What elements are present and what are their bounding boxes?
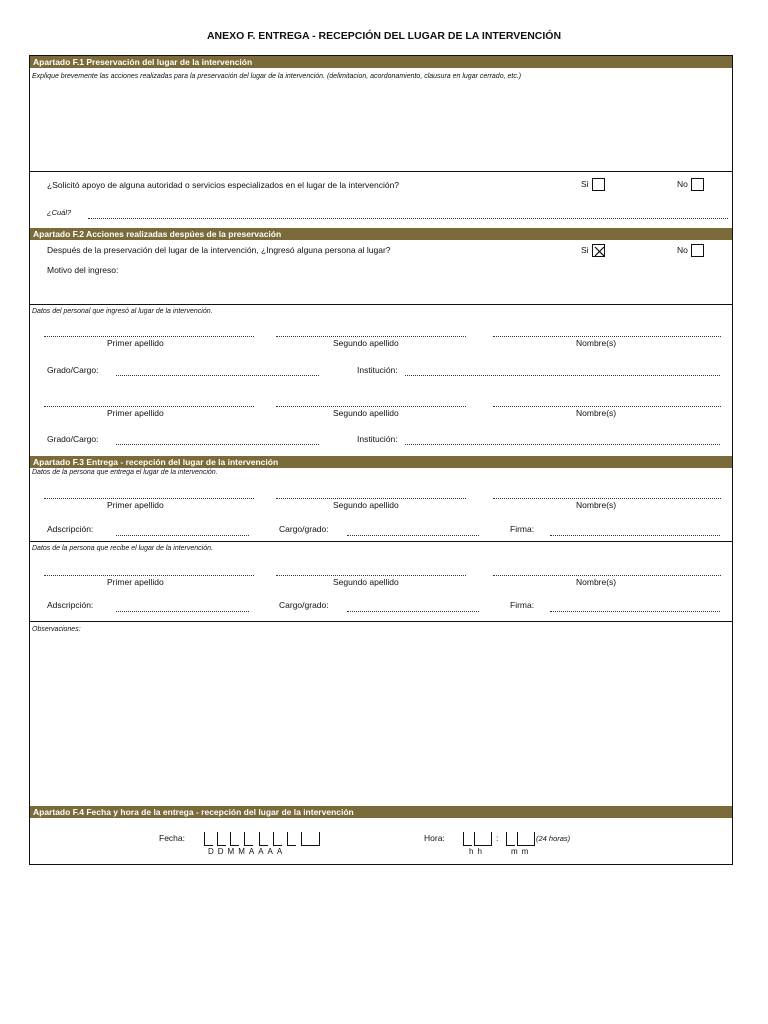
f3-recibe-note: Datos de la persona que recibe el lugar de la intervención. <box>32 545 213 552</box>
firma-line[interactable] <box>550 535 720 536</box>
firma-label: Firma: <box>510 524 535 534</box>
segundo-apellido-line[interactable] <box>276 406 466 407</box>
adscripcion-line[interactable] <box>116 611 249 612</box>
hora-label: Hora: <box>424 833 445 843</box>
cargo-grado-line[interactable] <box>347 611 479 612</box>
check-x-icon <box>593 245 606 258</box>
date-box-a1[interactable] <box>259 832 268 846</box>
f1-which-label: ¿Cuál? <box>47 208 72 217</box>
cargo-grado-label: Cargo/grado: <box>279 524 329 534</box>
primer-apellido-label: Primer apellido <box>107 338 164 348</box>
divider <box>30 171 732 172</box>
hora-separator: : <box>496 833 499 843</box>
page-title: ANEXO F. ENTREGA - RECEPCIÓN DEL LUGAR DE LA INTERVENCIÓN <box>206 30 562 42</box>
hora-format-m: mm <box>511 847 533 856</box>
section-f4-header: Apartado F.4 Fecha y hora de la entrega - recepción del lugar de la intervención <box>30 806 732 818</box>
f1-no-label: No <box>677 179 688 189</box>
segundo-apellido-label: Segundo apellido <box>333 500 399 510</box>
fecha-format: DDMMAAAA <box>208 847 287 856</box>
minute-box-m2[interactable] <box>517 832 535 846</box>
cargo-grado-label: Cargo/grado: <box>279 600 329 610</box>
hora-format-h: hh <box>469 847 486 856</box>
date-box-a3[interactable] <box>287 832 296 846</box>
institucion-line[interactable] <box>405 375 720 376</box>
f2-motivo-label: Motivo del ingreso: <box>47 265 119 275</box>
institucion-label: Institución: <box>357 434 398 444</box>
observaciones-area[interactable] <box>32 638 730 802</box>
f3-entrega-note: Datos de la persona que entrega el lugar de la intervención. <box>32 469 218 476</box>
f2-yes-label: Si <box>581 245 589 255</box>
date-box-m1[interactable] <box>230 832 239 846</box>
segundo-apellido-line[interactable] <box>276 498 466 499</box>
f1-description-area[interactable] <box>32 84 730 170</box>
grado-cargo-line[interactable] <box>116 444 319 445</box>
form-annex-f <box>29 55 733 865</box>
f2-no-checkbox[interactable] <box>691 244 704 257</box>
adscripcion-line[interactable] <box>116 535 249 536</box>
f1-no-checkbox[interactable] <box>691 178 704 191</box>
grado-cargo-label: Grado/Cargo: <box>47 365 99 375</box>
f1-instructions: Explique brevemente las acciones realizadas para la preservación del lugar de la intervención. (delimitacion, acordonamiento, clausura en lugar cerrado, etc.) <box>32 73 522 80</box>
f2-personal-note: Datos del personal que ingresó al lugar de la intervención. <box>32 308 213 315</box>
minute-box-m1[interactable] <box>506 832 515 846</box>
segundo-apellido-line[interactable] <box>276 575 466 576</box>
nombres-line[interactable] <box>493 336 721 337</box>
segundo-apellido-label: Segundo apellido <box>333 577 399 587</box>
hora-note: (24 horas) <box>536 834 571 843</box>
observaciones-label: Observaciones: <box>32 626 81 633</box>
fecha-label: Fecha: <box>159 833 185 843</box>
hour-box-h1[interactable] <box>463 832 472 846</box>
date-box-d2[interactable] <box>217 832 226 846</box>
section-f3-header: Apartado F.3 Entrega - recepción del lugar de la intervención <box>30 456 732 468</box>
date-box-d1[interactable] <box>204 832 213 846</box>
date-box-m2[interactable] <box>244 832 253 846</box>
nombres-line[interactable] <box>493 406 721 407</box>
section-f1-header: Apartado F.1 Preservación del lugar de la intervención <box>30 56 732 68</box>
primer-apellido-line[interactable] <box>44 406 254 407</box>
adscripcion-label: Adscripción: <box>47 524 94 534</box>
primer-apellido-label: Primer apellido <box>107 408 164 418</box>
divider <box>30 541 732 542</box>
f2-question: Después de la preservación del lugar de la intervención, ¿Ingresó alguna persona al lugar? <box>47 245 391 255</box>
date-box-a4[interactable] <box>301 832 320 846</box>
section-f2-header: Apartado F.2 Acciones realizadas despúes de la preservación <box>30 228 732 240</box>
divider <box>30 621 732 622</box>
firma-line[interactable] <box>550 611 720 612</box>
nombres-label: Nombre(s) <box>576 500 617 510</box>
segundo-apellido-line[interactable] <box>276 336 466 337</box>
nombres-label: Nombre(s) <box>576 338 617 348</box>
f2-no-label: No <box>677 245 688 255</box>
nombres-label: Nombre(s) <box>576 577 617 587</box>
primer-apellido-line[interactable] <box>44 575 254 576</box>
f2-yes-checkbox[interactable] <box>592 244 605 257</box>
divider <box>30 304 732 305</box>
firma-label: Firma: <box>510 600 535 610</box>
institucion-label: Institución: <box>357 365 398 375</box>
segundo-apellido-label: Segundo apellido <box>333 408 399 418</box>
f1-which-line[interactable] <box>88 218 728 219</box>
grado-cargo-line[interactable] <box>116 375 319 376</box>
cargo-grado-line[interactable] <box>347 535 479 536</box>
primer-apellido-line[interactable] <box>44 336 254 337</box>
hour-box-h2[interactable] <box>474 832 492 846</box>
segundo-apellido-label: Segundo apellido <box>333 338 399 348</box>
primer-apellido-label: Primer apellido <box>107 577 164 587</box>
primer-apellido-label: Primer apellido <box>107 500 164 510</box>
adscripcion-label: Adscripción: <box>47 600 94 610</box>
f1-yes-label: Si <box>581 179 589 189</box>
f1-yes-checkbox[interactable] <box>592 178 605 191</box>
grado-cargo-label: Grado/Cargo: <box>47 434 99 444</box>
primer-apellido-line[interactable] <box>44 498 254 499</box>
nombres-line[interactable] <box>493 498 721 499</box>
nombres-label: Nombre(s) <box>576 408 617 418</box>
f1-question: ¿Solicitó apoyo de alguna autoridad o servicios especializados en el lugar de la intervención? <box>47 180 400 190</box>
nombres-line[interactable] <box>493 575 721 576</box>
institucion-line[interactable] <box>405 444 720 445</box>
date-box-a2[interactable] <box>273 832 282 846</box>
